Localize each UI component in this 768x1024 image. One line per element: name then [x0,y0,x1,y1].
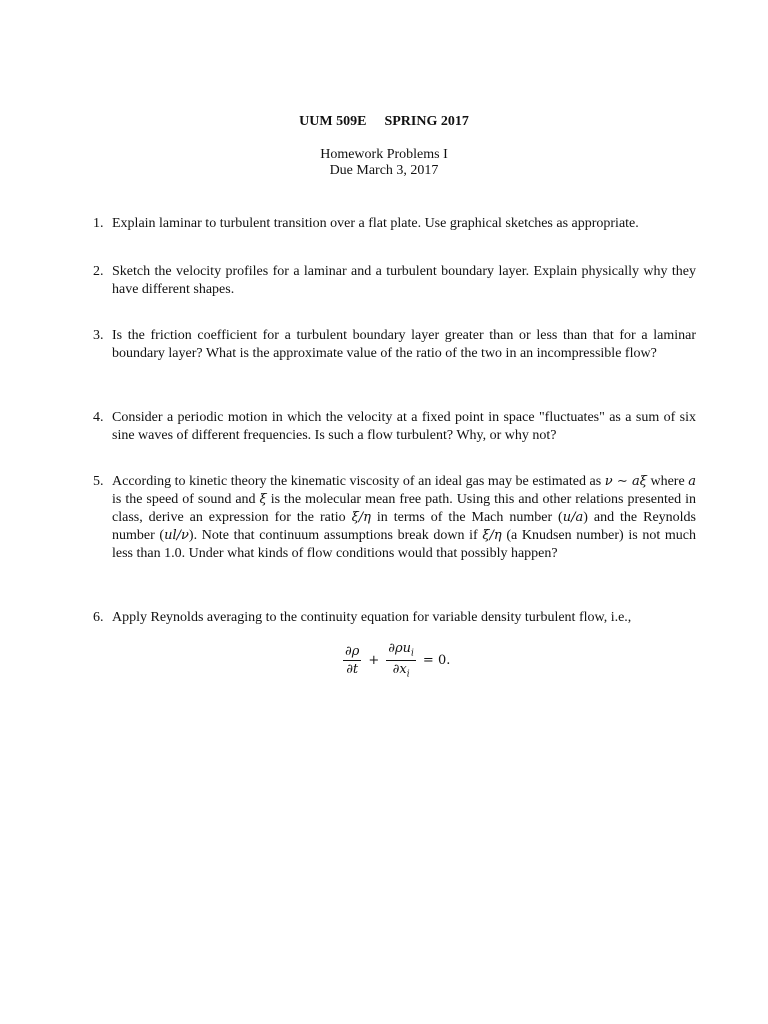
problem-number: 2. [93,264,104,279]
problem-2 [93,263,696,299]
text-run: where [646,474,689,489]
text-run: According to kinetic theory the kinematic viscosity of an ideal gas may be estimated as [112,474,605,489]
text-run: ) and the Reynolds number ( [112,510,697,543]
numerator-base: ∂ρu [388,640,412,656]
problem-text: Consider a periodic motion in which the velocity at a fixed point in space "fluctuates" as a sum of six sine waves of different frequencies. Is such a flow turbulent? Why, or why not? [112,410,696,443]
math-expression: a [688,474,696,489]
problem-number: 5. [93,474,104,489]
denominator: ∂t [346,661,359,677]
fraction-drho-dt [343,644,361,677]
continuity-equation [340,640,454,680]
problem-4 [93,409,696,445]
numerator-subscript: i [411,648,414,659]
problem-1 [93,215,696,233]
math-expression: u/a [562,510,584,525]
problem-6 [93,609,696,627]
text-run: in terms of the Mach number ( [370,510,563,525]
math-expression: ul/ν [164,528,189,543]
problem-5 [93,473,696,563]
homework-title: Homework Problems I [320,147,448,162]
problem-text: Is the friction coefficient for a turbulent boundary layer greater than or less than that for a laminar boundary layer? What is the approximate value of the ratio of the two in an incompressible flow? [112,328,696,361]
problem-number: 6. [93,610,104,625]
text-run: is the molecular mean free path. Using this and other relations presented in class, derive an expression for the ratio [112,492,696,525]
course-header [0,114,768,130]
problem-number: 3. [93,328,104,343]
text-run: ). Note that continuum assumptions break down if [188,528,483,543]
numerator: ∂ρ [345,643,360,659]
math-expression: ξ [259,492,267,507]
problem-number: 1. [93,216,104,231]
course-code: UUM 509E [299,114,367,129]
equals-zero: = 0. [422,652,451,668]
problem-text: Sketch the velocity profiles for a laminar and a turbulent boundary layer. Explain physically why they have different shapes. [112,264,696,297]
math-expression: ξ/η [351,510,371,525]
math-expression: ξ/η [482,528,502,543]
problem-text: Apply Reynolds averaging to the continuity equation for variable density turbulent flow, i.e., [112,610,632,625]
denominator-subscript: i [406,669,410,680]
numerator [386,641,416,661]
fraction-drhoui-dxi [386,641,416,679]
denominator [391,661,412,680]
denominator-base: ∂x [392,661,407,677]
due-date: Due March 3, 2017 [329,163,439,178]
course-term: SPRING 2017 [384,114,469,129]
plus-sign: + [368,652,380,668]
problem-text [112,473,696,563]
text-run: (a Knudsen number) is not much less than 1.0. Under what kinds of flow conditions would that possibly happen? [112,528,696,561]
text-run: is the speed of sound and [112,492,260,507]
math-expression: ν ∼ aξ [604,474,647,489]
problem-number: 4. [93,410,104,425]
problem-text: Explain laminar to turbulent transition over a flat plate. Use graphical sketches as appropriate. [112,216,639,231]
problem-3 [93,327,696,363]
